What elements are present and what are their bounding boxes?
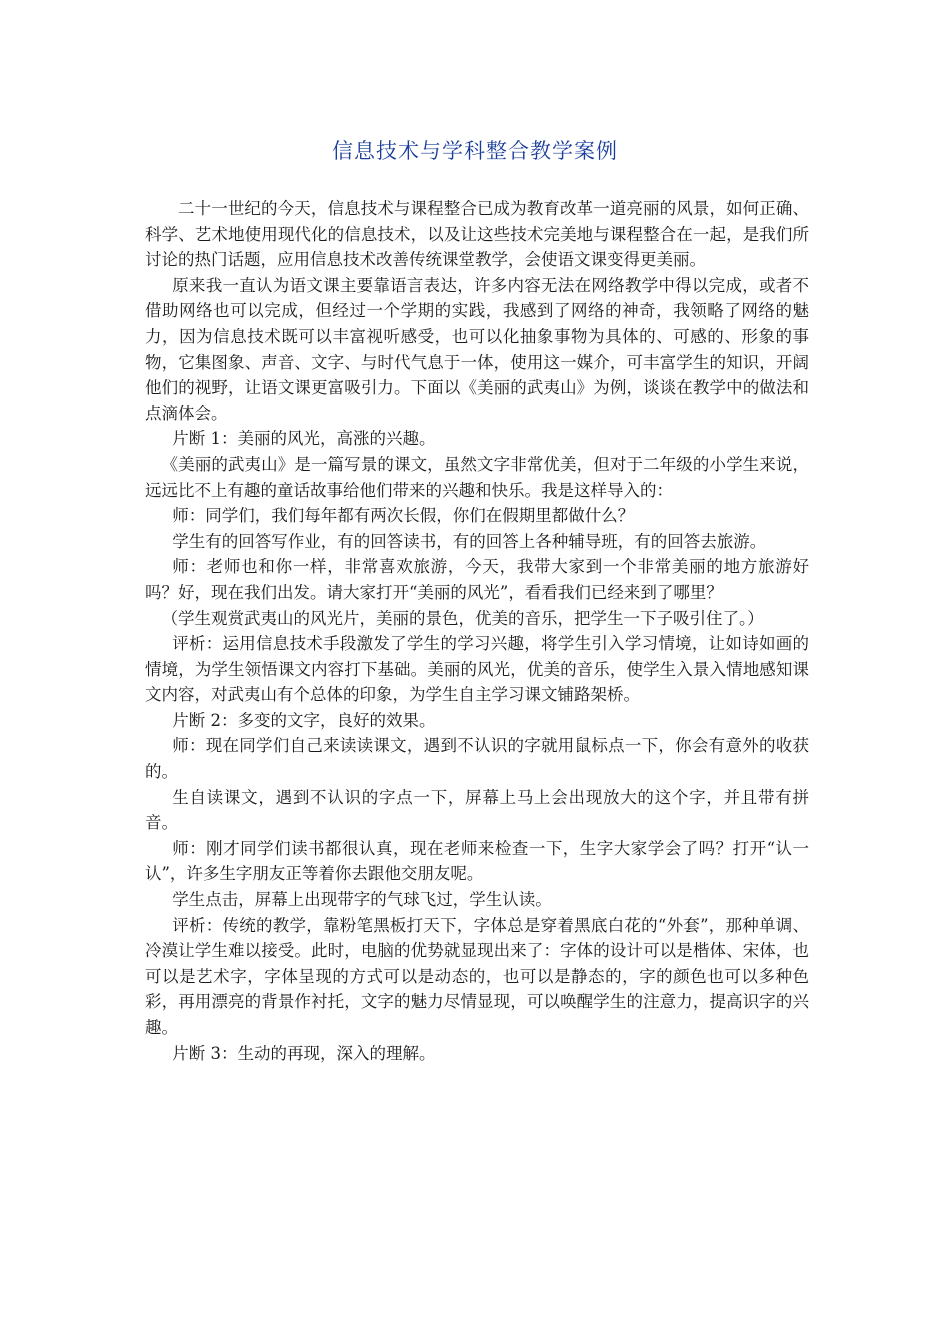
section-heading: 片断 2：多变的文字，良好的效果。 — [172, 710, 436, 730]
paragraph: 评析：传统的教学，靠粉笔黑板打天下，字体总是穿着黑底白花的“外套”，那种单调、冷漠让学生难以接受。此时，电脑的优势就显现出来了：字体的设计可以是楷体、宋体，也可以是艺术字，字体呈现的方式可以是动态的，也可以是静态的，字的颜色也可以多种色彩，再用漂亮的背景作衬托，文字的魅力尽情显现，可以唤醒学生的注意力，提高识字的兴趣。 — [145, 915, 809, 1037]
document-title: 信息技术与学科整合教学案例 — [332, 139, 618, 163]
paragraph: 师：刚才同学们读书都很认真，现在老师来检查一下，生字大家学会了吗？打开“认一认”，许多生字朋友正等着你去跟他交朋友呢。 — [145, 838, 809, 884]
paragraph: 原来我一直认为语文课主要靠语言表达，许多内容无法在网络教学中得以完成，或者不借助网络也可以完成，但经过一个学期的实践，我感到了网络的神奇，我领略了网络的魅力，因为信息技术既可以丰富视听感受，也可以化抽象事物为具体的、可感的、形象的事物，它集图象、声音、文字、与时代气息于一体，使用这一媒介，可丰富学生的知识，开阔他们的视野，让语文课更富吸引力。下面以《美丽的武夷山》为例，谈谈在教学中的做法和点滴体会。 — [145, 275, 809, 423]
paragraph: 评析：运用信息技术手段激发了学生的学习兴趣，将学生引入学习情境，让如诗如画的情境，为学生领悟课文内容打下基础。美丽的风光，优美的音乐，使学生入景入情地感知课文内容，对武夷山有个总体的印象，为学生自主学习课文铺路架桥。 — [145, 634, 809, 705]
section-heading: 片断 3：生动的再现，深入的理解。 — [172, 1043, 436, 1063]
paragraph: 师：老师也和你一样，非常喜欢旅游，今天，我带大家到一个非常美丽的地方旅游好吗？好，现在我们出发。请大家打开“美丽的风光”，看看我们已经来到了哪里？ — [145, 557, 809, 602]
document-body — [145, 196, 809, 1066]
section-heading: 片断 1：美丽的风光，高涨的兴趣。 — [172, 429, 436, 449]
paragraph: 学生有的回答写作业，有的回答读书，有的回答上各种辅导班，有的回答去旅游。 — [172, 531, 767, 551]
paragraph: 二十一世纪的今天，信息技术与课程整合已成为教育改革一道亮丽的风景，如何正确、科学、艺术地使用现代化的信息技术，以及让这些技术完美地与课程整合在一起，是我们所讨论的热门话题，应用信息技术改善传统课堂教学，会使语文课变得更美丽。 — [145, 199, 809, 270]
paragraph: 师：同学们，我们每年都有两次长假，你们在假期里都做什么？ — [172, 506, 635, 526]
paragraph: （学生观赏武夷山的风光片，美丽的景色，优美的音乐，把学生一下子吸引住了。） — [161, 608, 764, 628]
paragraph: 学生点击，屏幕上出现带字的气球飞过，学生认读。 — [172, 890, 552, 910]
paragraph: 《美丽的武夷山》是一篇写景的课文，虽然文字非常优美，但对于二年级的小学生来说，远远比不上有趣的童话故事给他们带来的兴趣和快乐。我是这样导入的： — [145, 454, 809, 500]
paragraph: 师：现在同学们自己来读读课文，遇到不认识的字就用鼠标点一下，你会有意外的收获的。 — [145, 736, 809, 782]
paragraph: 生自读课文，遇到不认识的字点一下，屏幕上马上会出现放大的这个字，并且带有拼音。 — [145, 787, 809, 833]
